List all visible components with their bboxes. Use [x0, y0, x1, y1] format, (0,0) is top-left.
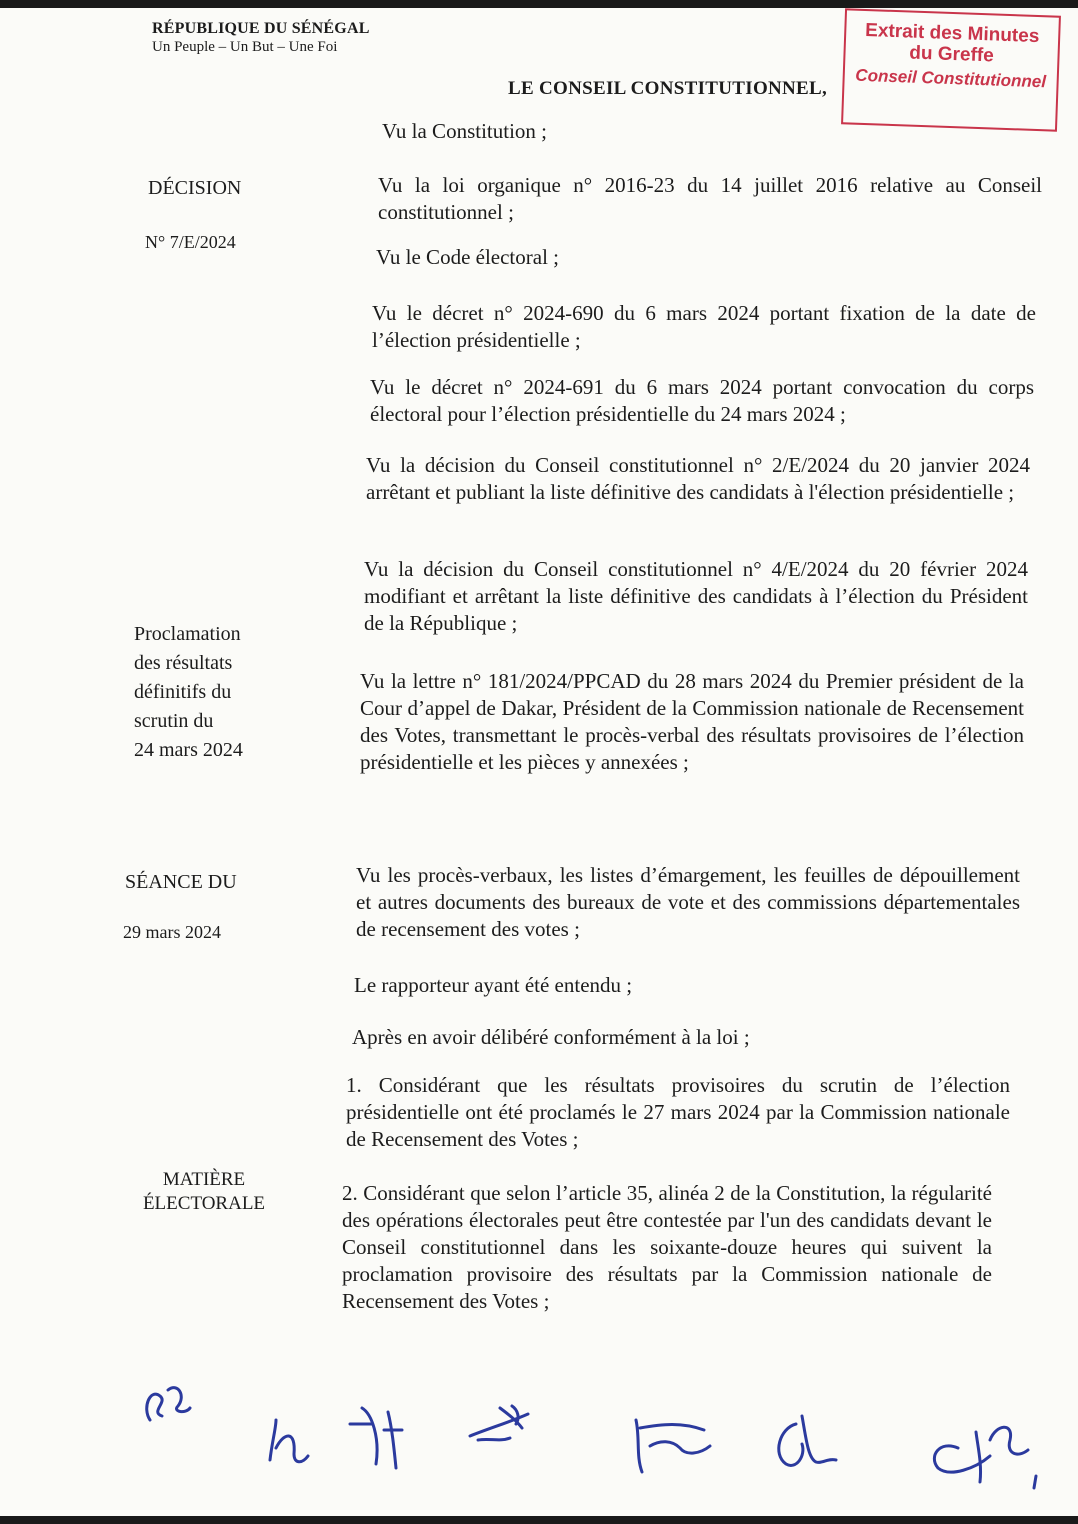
- electoral-matter: [130, 1168, 278, 1216]
- paragraph: Vu le Code électoral ;: [376, 245, 560, 269]
- decision-number: N° 7/E/2024: [145, 232, 236, 252]
- stamp-line-1: Extrait des Minutes: [864, 19, 1040, 48]
- signature-7: [934, 1427, 1036, 1488]
- country-name: RÉPUBLIQUE DU SÉNÉGAL: [152, 20, 370, 37]
- subject-line: définitifs du: [134, 681, 232, 703]
- signatures-area: [0, 1368, 1078, 1516]
- stamp-line-3: Conseil Constitutionnel: [855, 65, 1047, 92]
- paragraph: Vu la décision du Conseil constitutionnel n° 2/E/2024 du 20 janvier 2024 arrêtant et publiant la liste définitive des candidats à l'élection présidentielle ;: [366, 453, 1030, 504]
- paragraph: Le rapporteur ayant été entendu ;: [354, 973, 633, 997]
- signature-2: [270, 1420, 308, 1462]
- paragraph: Après en avoir délibéré conformément à la loi ;: [352, 1025, 750, 1049]
- paragraph: Vu les procès-verbaux, les listes d’émargement, les feuilles de dépouillement et autres documents des bureaux de vote et des commissions départementales de recensement des votes ;: [356, 863, 1020, 941]
- signature-5: [636, 1420, 710, 1472]
- stamp-line-2: du Greffe: [908, 42, 995, 67]
- paragraph: 2. Considérant que selon l’article 35, alinéa 2 de la Constitution, la régularité des opérations électorales peut être contestée par l'un des candidats devant le Conseil constitutionnel dans les soixante-douze heures qui suivent la proclamation provisoire des résultats par la Commission nationale de Recensement des Votes ;: [342, 1181, 992, 1313]
- subject-line: 24 mars 2024: [134, 739, 243, 761]
- matter-line: MATIÈRE: [162, 1169, 246, 1190]
- signature-3: [350, 1408, 402, 1468]
- session-label: SÉANCE DU: [125, 871, 237, 893]
- national-motto: Un Peuple – Un But – Une Foi: [152, 39, 338, 55]
- signature-6: [779, 1416, 836, 1465]
- decision-subject: [134, 620, 243, 765]
- document-page: [0, 8, 1078, 1516]
- registry-stamp: [841, 8, 1061, 131]
- signature-1: [147, 1388, 190, 1420]
- paragraph: Vu le décret n° 2024-691 du 6 mars 2024 portant convocation du corps électoral pour l’élection présidentielle du 24 mars 2024 ;: [370, 375, 1034, 426]
- subject-line: des résultats: [134, 652, 233, 674]
- subject-line: Proclamation: [134, 623, 241, 645]
- decision-label: DÉCISION: [148, 177, 242, 199]
- document-title: LE CONSEIL CONSTITUTIONNEL,: [508, 78, 828, 99]
- paragraph: Vu la Constitution ;: [382, 119, 547, 143]
- paragraph: Vu la loi organique n° 2016-23 du 14 juillet 2016 relative au Conseil constitutionnel ;: [378, 173, 1042, 224]
- paragraph: 1. Considérant que les résultats provisoires du scrutin de l’élection présidentielle ont été proclamés le 27 mars 2024 par la Commission nationale de Recensement des Votes ;: [346, 1073, 1010, 1151]
- subject-line: scrutin du: [134, 710, 214, 732]
- signature-4: [470, 1406, 528, 1440]
- paragraph: Vu le décret n° 2024-690 du 6 mars 2024 portant fixation de la date de l’élection présidentielle ;: [372, 301, 1036, 352]
- paragraph: Vu la lettre n° 181/2024/PPCAD du 28 mars 2024 du Premier président de la Cour d’appel de Dakar, Président de la Commission nationale de Recensement des Votes, transmettant le procès-verbal des résultats provisoires de l’élection présidentielle et les pièces y annexées ;: [360, 669, 1024, 774]
- letterhead: [152, 20, 370, 56]
- paragraph: Vu la décision du Conseil constitutionnel n° 4/E/2024 du 20 février 2024 modifiant et arrêtant la liste définitive des candidats à l’élection du Président de la République ;: [364, 557, 1028, 635]
- session-date: 29 mars 2024: [123, 922, 221, 942]
- matter-line: ÉLECTORALE: [142, 1193, 266, 1214]
